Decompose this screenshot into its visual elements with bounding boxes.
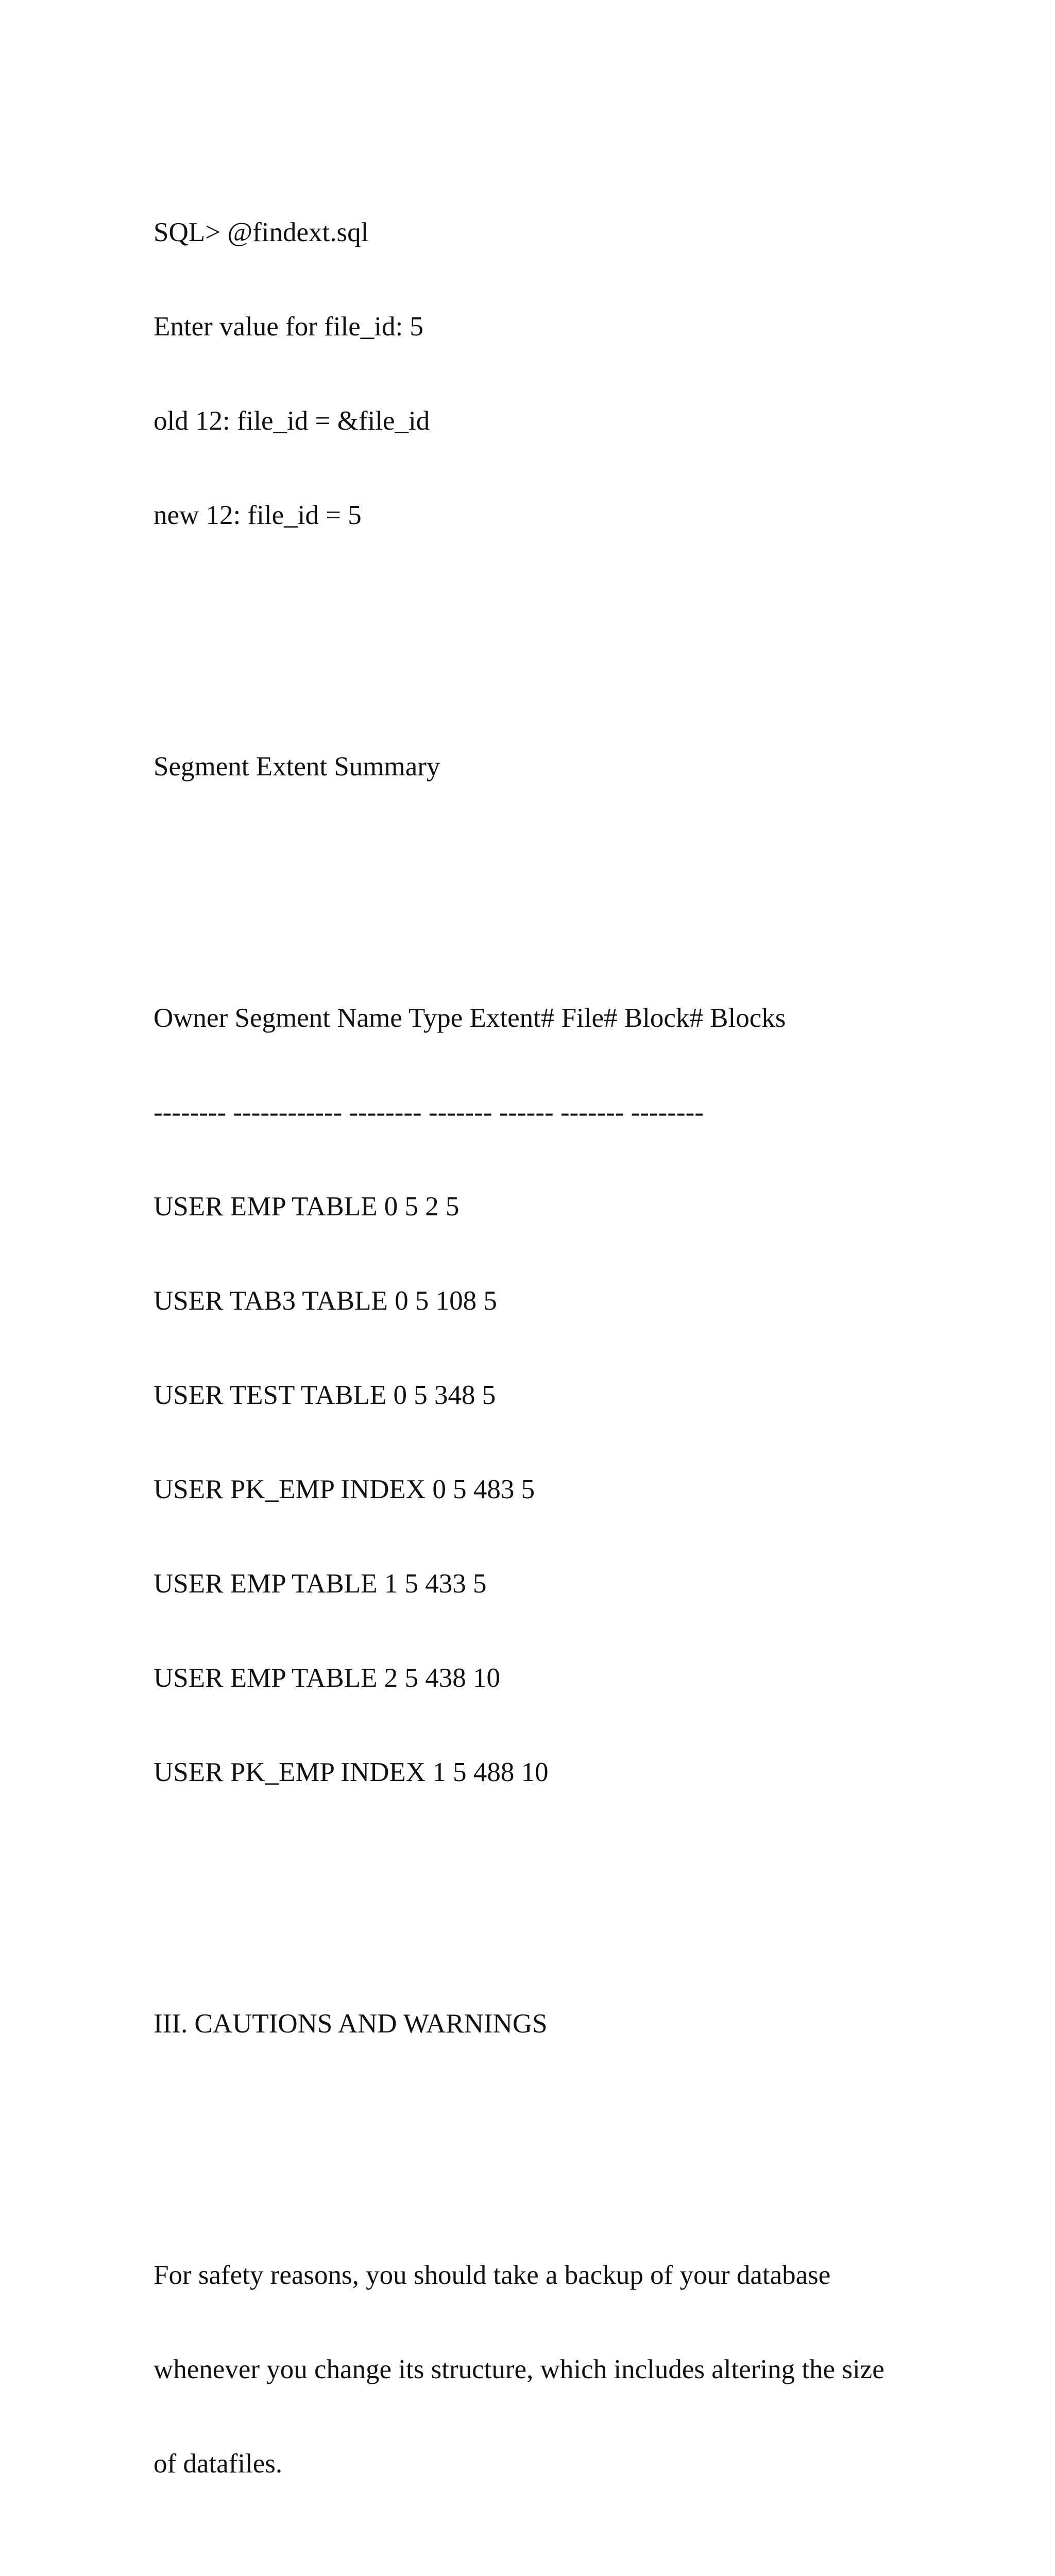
summary-header: Owner Segment Name Type Extent# File# Block# Blocks [154, 1003, 786, 1033]
old-substitution-line: old 12: file_id = &file_id [154, 406, 430, 436]
blank-line [154, 2134, 926, 2165]
summary-row: USER EMP TABLE 2 5 438 10 [154, 1663, 501, 1693]
section-heading: III. CAUTIONS AND WARNINGS [154, 2009, 548, 2039]
paragraph-line: whenever you change its structure, which includes altering the size [154, 2354, 884, 2384]
summary-separator: -------- ------------ -------- ------- ------ ------- -------- [154, 1097, 704, 1127]
sql-prompt-line: SQL> @findext.sql [154, 217, 369, 247]
blank-line [154, 2574, 926, 2576]
summary-row: USER TEST TABLE 0 5 348 5 [154, 1380, 496, 1410]
blank-line [154, 625, 926, 657]
summary-row: USER PK_EMP INDEX 1 5 488 10 [154, 1757, 549, 1787]
enter-value-line: Enter value for file_id: 5 [154, 312, 423, 342]
summary-row: USER PK_EMP INDEX 0 5 483 5 [154, 1475, 535, 1504]
summary-row: USER TAB3 TABLE 0 5 108 5 [154, 1286, 497, 1316]
summary-row: USER EMP TABLE 0 5 2 5 [154, 1192, 460, 1222]
blank-line [154, 1883, 926, 1914]
paragraph-line: For safety reasons, you should take a backup of your database [154, 2260, 831, 2290]
summary-row: USER EMP TABLE 1 5 433 5 [154, 1569, 487, 1599]
new-substitution-line: new 12: file_id = 5 [154, 500, 362, 530]
document-body [154, 123, 926, 2576]
paragraph-line: of datafiles. [154, 2449, 283, 2479]
blank-line [154, 877, 926, 908]
summary-title: Segment Extent Summary [154, 752, 440, 782]
